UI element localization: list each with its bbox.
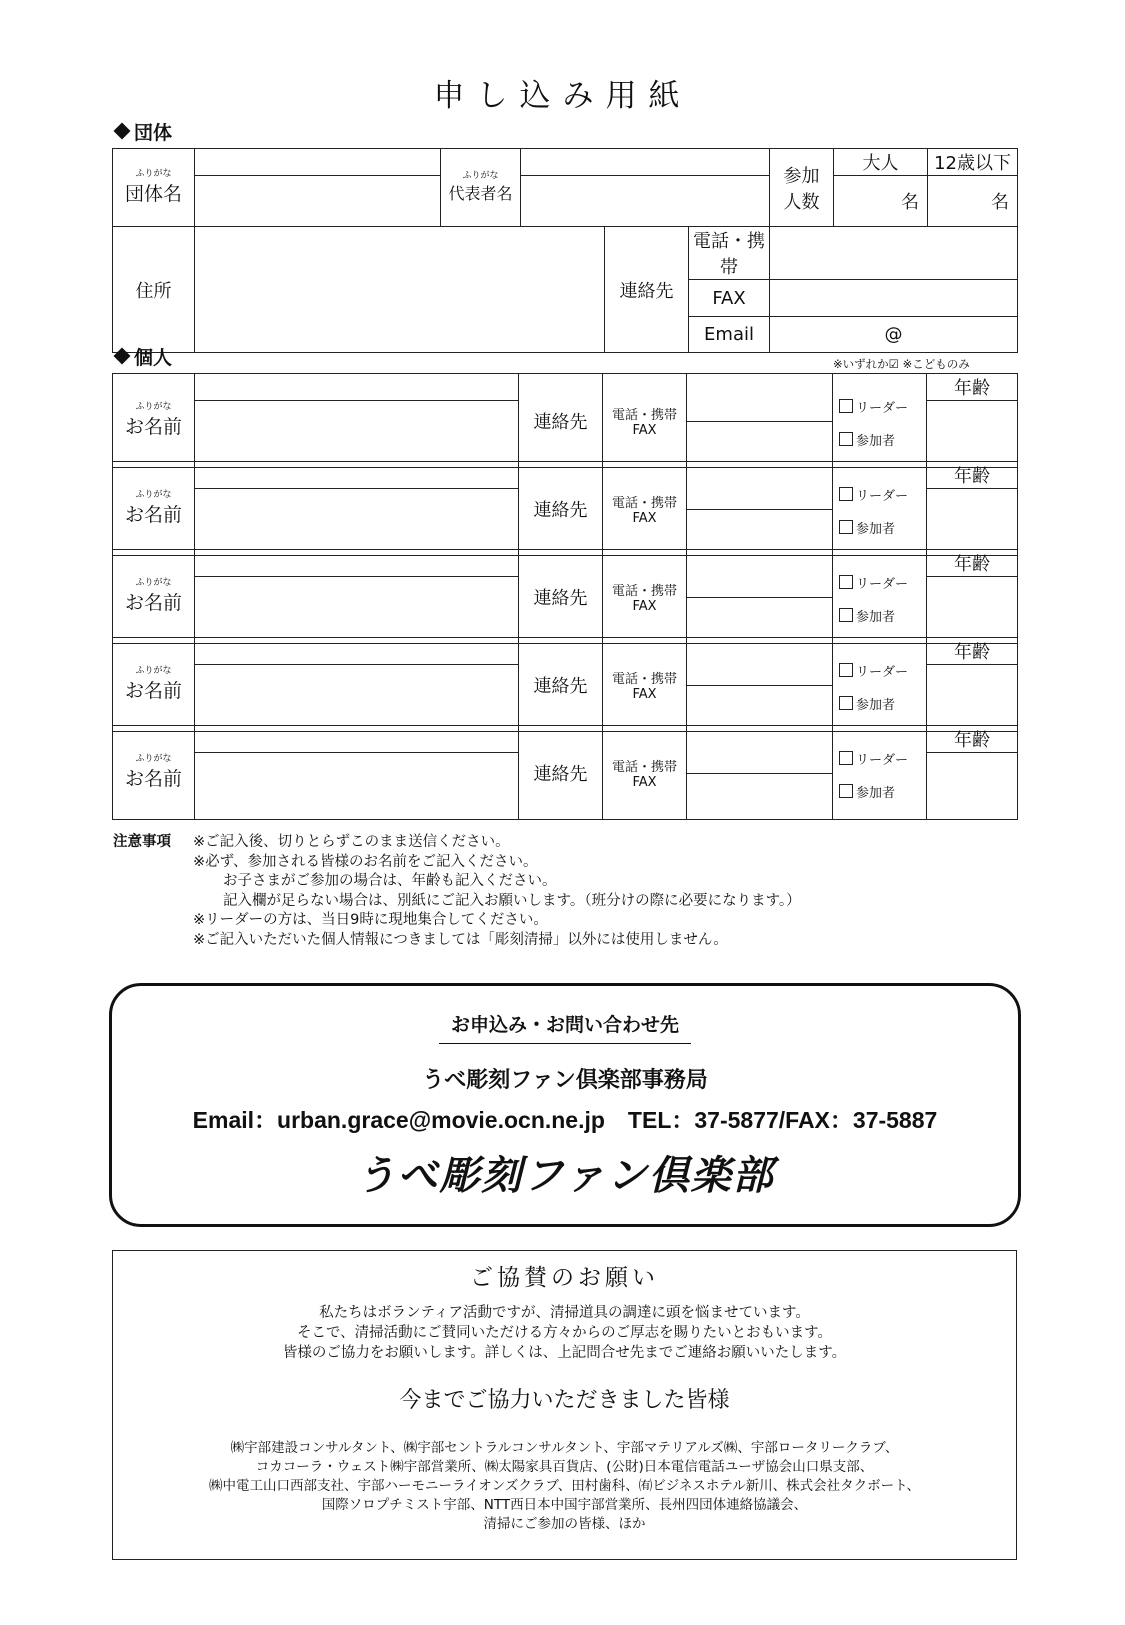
contact-label: 連絡先 (519, 726, 603, 820)
participant-checkbox[interactable]: 参加者 (833, 430, 926, 449)
thanks-heading: 今までご協力いただきました皆様 (399, 1388, 730, 1413)
checkbox-icon (839, 487, 853, 501)
group-name-furigana-field[interactable] (195, 149, 441, 176)
contact-label: 連絡先 (519, 638, 603, 732)
group-form-table (112, 148, 1018, 353)
sponsor-heading: ご協賛のお願い (470, 1265, 659, 1291)
participant-checkbox[interactable]: 参加者 (833, 782, 926, 801)
phone-fax-field[interactable] (687, 638, 833, 732)
name-furigana-field[interactable] (195, 462, 519, 489)
address-field[interactable] (195, 227, 605, 353)
page-title: 申し込み用紙 (433, 78, 692, 114)
email-label: Email (689, 317, 770, 353)
leader-checkbox[interactable]: リーダー (833, 393, 926, 430)
name-label-cell: ふりがな お名前 (113, 374, 195, 468)
notes-block (113, 833, 801, 950)
leader-checkbox[interactable]: リーダー (833, 569, 926, 606)
group-phone-field[interactable] (770, 227, 1018, 280)
name-field[interactable] (195, 401, 519, 468)
age-label: 年齢 (927, 638, 1018, 665)
individual-section-heading: 個人 (112, 343, 172, 370)
contact-heading: お申込み・お問い合わせ先 (439, 1010, 691, 1044)
checkbox-icon (839, 399, 853, 413)
note-line: ※ご記入いただいた個人情報につきましては「彫刻清掃」以外には使用しません。 (193, 931, 728, 948)
note-line: ※必ず、参加される皆様のお名前をご記入ください。 (193, 853, 538, 870)
note-line: お子さまがご参加の場合は、年齢も記入ください。 (223, 873, 557, 889)
name-label-cell: ふりがな お名前 (113, 462, 195, 556)
role-checkboxes (833, 374, 927, 468)
sponsor-list: ㈱宇部建設コンサルタント、㈱宇部セントラルコンサルタント、宇部マテリアルズ㈱、宇部ロータリークラブ、 コカコーラ・ウェスト㈱宇部営業所、㈱太陽家具百貨店、(公財)日本電信電話ユーザ協会山口県支部、 ㈱中電工山口西部支社、宇部ハーモニーライオンズクラブ、田村歯科、㈲ビジネスホテル新川、株式会社タクボート、 国際ソロプチミスト宇部、NTT西日本中国宇部営業所、長州四団体連絡協議会、 清掃にご参加の皆様、ほか (209, 1440, 920, 1532)
contact-label: 連絡先 (519, 462, 603, 556)
phone-fax-field[interactable] (687, 550, 833, 644)
role-checkboxes (833, 638, 927, 732)
rep-name-furigana-field[interactable] (521, 149, 770, 176)
group-contact-label: 連絡先 (605, 227, 689, 353)
child-label: 12歳以下 (928, 149, 1018, 176)
name-label-cell: ふりがな お名前 (113, 638, 195, 732)
name-field[interactable] (195, 753, 519, 820)
leader-checkbox[interactable]: リーダー (833, 481, 926, 518)
note-line: 記入欄が足らない場合は、別紙にご記入お願いします。（班分けの際に必要になります。） (223, 892, 801, 909)
participants-label-cell: 参加 人数 (770, 149, 834, 227)
name-furigana-field[interactable] (195, 374, 519, 401)
phone-fax-field[interactable] (687, 726, 833, 820)
group-fax-field[interactable] (770, 280, 1018, 317)
age-label: 年齢 (927, 374, 1018, 401)
sponsor-box (112, 1250, 1017, 1560)
name-field[interactable] (195, 665, 519, 732)
checkbox-icon (839, 696, 853, 710)
participant-checkbox[interactable]: 参加者 (833, 694, 926, 713)
individual-row-table (112, 549, 1018, 644)
name-furigana-field[interactable] (195, 638, 519, 665)
notes-heading: 注意事項 (113, 834, 171, 850)
individual-row-table (112, 373, 1018, 468)
name-field[interactable] (195, 577, 519, 644)
contact-label: 連絡先 (519, 550, 603, 644)
adult-label: 大人 (834, 149, 928, 176)
phone-fax-field[interactable] (687, 462, 833, 556)
name-label-cell: ふりがな お名前 (113, 726, 195, 820)
role-checkboxes (833, 550, 927, 644)
rep-name-field[interactable] (521, 176, 770, 227)
club-logo: うべ彫刻ファン倶楽部 (355, 1152, 775, 1199)
contact-label: 連絡先 (519, 374, 603, 468)
group-name-field[interactable] (195, 176, 441, 227)
group-email-field[interactable]: @ (770, 317, 1018, 353)
age-field[interactable] (927, 665, 1018, 732)
child-count-field[interactable]: 名 (928, 176, 1018, 227)
checkbox-icon (839, 520, 853, 534)
age-label: 年齢 (927, 550, 1018, 577)
diamond-icon (114, 348, 131, 365)
adult-count-field[interactable]: 名 (834, 176, 928, 227)
individual-row-table (112, 637, 1018, 732)
leader-checkbox[interactable]: リーダー (833, 657, 926, 694)
checkbox-icon (839, 751, 853, 765)
participant-checkbox[interactable]: 参加者 (833, 518, 926, 537)
age-field[interactable] (927, 753, 1018, 820)
name-furigana-field[interactable] (195, 726, 519, 753)
contact-line: Email：urban.grace@movie.ocn.ne.jp TEL：37-5877/FAX：37-5887 (192, 1107, 938, 1133)
phone-fax-label: 電話・携帯 FAX (603, 550, 687, 644)
age-field[interactable] (927, 577, 1018, 644)
checkbox-note: ※いずれか☑ ※こどものみ (833, 357, 970, 371)
checkbox-icon (839, 575, 853, 589)
phone-fax-label: 電話・携帯 FAX (603, 726, 687, 820)
checkbox-icon (839, 663, 853, 677)
phone-label: 電話・携帯 (689, 227, 770, 280)
note-line: ※リーダーの方は、当日9時に現地集合してください。 (193, 912, 548, 928)
name-furigana-field[interactable] (195, 550, 519, 577)
age-field[interactable] (927, 401, 1018, 468)
phone-fax-field[interactable] (687, 374, 833, 468)
phone-fax-label: 電話・携帯 FAX (603, 638, 687, 732)
role-checkboxes (833, 462, 927, 556)
individual-row-table (112, 725, 1018, 820)
rep-name-label-cell: ふりがな 代表者名 (441, 149, 521, 227)
age-label: 年齢 (927, 462, 1018, 489)
checkbox-icon (839, 784, 853, 798)
address-label: 住所 (113, 227, 195, 353)
checkbox-icon (839, 432, 853, 446)
phone-fax-label: 電話・携帯 FAX (603, 462, 687, 556)
note-line: ※ご記入後、切りとらずこのまま送信ください。 (193, 834, 510, 850)
group-name-label-cell: ふりがな 団体名 (113, 149, 195, 227)
office-name: うべ彫刻ファン倶楽部事務局 (422, 1068, 708, 1093)
participant-checkbox[interactable]: 参加者 (833, 606, 926, 625)
phone-fax-label: 電話・携帯 FAX (603, 374, 687, 468)
individual-row-table (112, 461, 1018, 556)
contact-box (109, 983, 1021, 1227)
role-checkboxes (833, 726, 927, 820)
name-field[interactable] (195, 489, 519, 556)
leader-checkbox[interactable]: リーダー (833, 745, 926, 782)
checkbox-icon (839, 608, 853, 622)
name-label-cell: ふりがな お名前 (113, 550, 195, 644)
group-section-heading: 団体 (112, 118, 172, 145)
age-field[interactable] (927, 489, 1018, 556)
sponsor-body: 私たちはボランティア活動ですが、清掃道具の調達に頭を悩ませています。 そこで、清掃活動にご賛同いただける方々からのご厚志を賜りたいとおもいます。 皆様のご協力をお願いします。詳しくは、上記問合せ先までご連絡お願いいたします。 (282, 1305, 847, 1361)
age-label: 年齢 (927, 726, 1018, 753)
fax-label: FAX (689, 280, 770, 317)
diamond-icon (114, 123, 131, 140)
